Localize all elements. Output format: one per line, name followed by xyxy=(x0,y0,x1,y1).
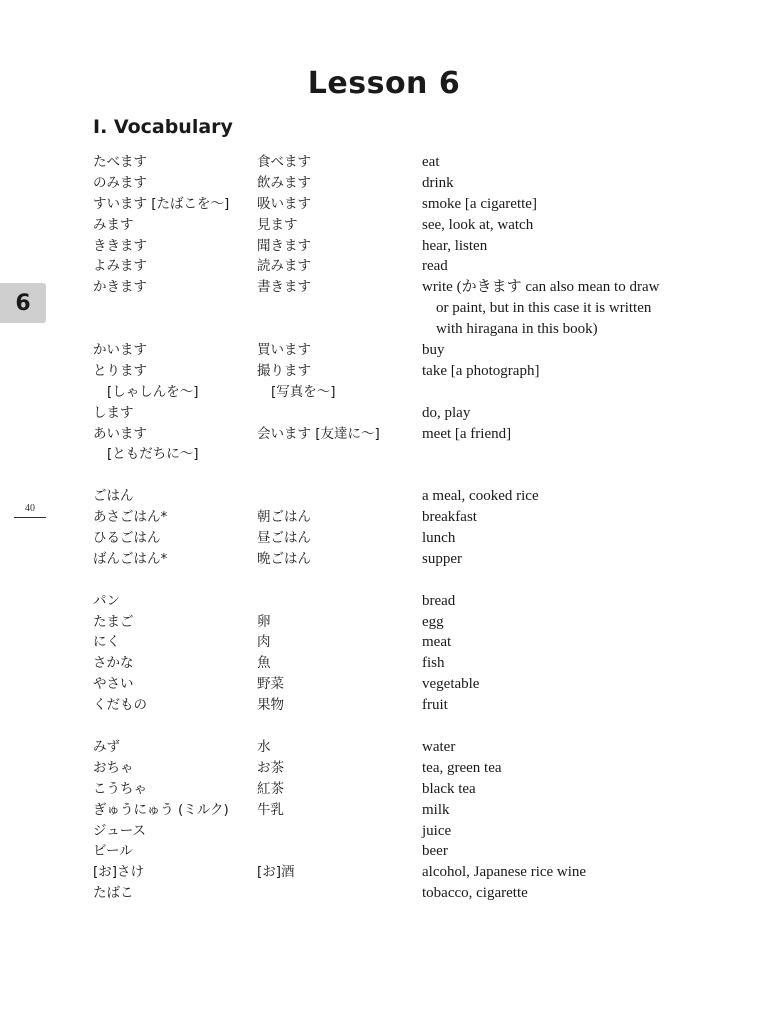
vocab-kana: ビール xyxy=(93,843,133,860)
vocabulary-list xyxy=(93,152,733,904)
vocab-row xyxy=(93,403,733,424)
vocab-kana: みず xyxy=(93,738,120,755)
vocab-kana: [ともだちに～] xyxy=(107,446,199,463)
vocab-kanji: [お]酒 xyxy=(257,864,295,881)
vocab-row xyxy=(93,632,733,653)
vocab-kanji: 昼ごはん xyxy=(257,530,311,547)
vocab-english: take [a photograph] xyxy=(422,362,540,379)
vocab-kanji: 吸います xyxy=(257,195,311,212)
vocab-row xyxy=(93,319,733,340)
vocab-row xyxy=(93,382,733,403)
vocab-row xyxy=(93,737,733,758)
vocab-kana: ごはん xyxy=(93,488,134,505)
vocab-english: write (かきます can also mean to draw xyxy=(422,279,660,296)
vocab-kana: かきます xyxy=(93,279,147,296)
vocab-english: alcohol, Japanese rice wine xyxy=(422,864,587,881)
vocab-kanji: 晩ごはん xyxy=(257,550,311,567)
vocab-english: juice xyxy=(422,822,452,839)
vocab-kanji: 牛乳 xyxy=(257,801,284,818)
vocab-row xyxy=(93,507,733,528)
vocab-kanji: [写真を～] xyxy=(271,383,336,400)
vocab-row xyxy=(93,528,733,549)
vocab-kanji: 食べます xyxy=(257,154,311,170)
vocab-kana: たべます xyxy=(93,154,147,170)
vocab-kanji: 果物 xyxy=(257,697,284,714)
vocab-row xyxy=(93,841,733,862)
vocab-english: tobacco, cigarette xyxy=(422,885,528,902)
vocab-row xyxy=(93,758,733,779)
vocab-kanji: 見ます xyxy=(257,216,298,233)
vocab-row xyxy=(93,591,733,612)
page-title: Lesson 6 xyxy=(307,66,461,101)
vocab-row xyxy=(93,194,733,215)
vocab-row xyxy=(93,152,733,173)
spacer-row xyxy=(93,465,733,486)
vocab-kana: たばこ xyxy=(93,885,134,902)
vocab-english: beer xyxy=(422,843,448,860)
vocab-row xyxy=(93,361,733,382)
vocab-english: fish xyxy=(422,655,445,672)
vocab-english: see, look at, watch xyxy=(422,216,534,233)
vocab-kanji: 書きます xyxy=(257,279,311,296)
vocab-kanji: 卵 xyxy=(257,613,271,630)
vocab-row xyxy=(93,486,733,507)
vocab-english: eat xyxy=(422,154,440,170)
vocab-kana: おちゃ xyxy=(93,759,134,776)
vocab-row xyxy=(93,256,733,277)
vocab-kana: ぎゅうにゅう (ミルク) xyxy=(93,801,229,818)
spacer-row xyxy=(93,570,733,591)
vocab-english: smoke [a cigarette] xyxy=(422,195,537,212)
vocab-kana: のみます xyxy=(93,174,147,191)
vocab-kana: みます xyxy=(93,216,134,233)
vocab-row xyxy=(93,883,733,904)
vocab-kana: ばんごはん* xyxy=(93,550,168,567)
vocab-row xyxy=(93,549,733,570)
vocab-english: hear, listen xyxy=(422,237,488,254)
vocab-row xyxy=(93,821,733,842)
vocab-english: milk xyxy=(422,801,450,818)
vocab-english: tea, green tea xyxy=(422,759,502,776)
vocab-row xyxy=(93,277,733,298)
vocab-english: or paint, but in this case it is written xyxy=(436,300,652,317)
vocab-english: do, play xyxy=(422,404,471,421)
vocab-kana: します xyxy=(93,404,134,421)
vocab-kana: [しゃしんを～] xyxy=(107,383,199,400)
vocab-english: black tea xyxy=(422,780,476,797)
vocab-row xyxy=(93,862,733,883)
vocab-row xyxy=(93,695,733,716)
vocab-english: read xyxy=(422,258,448,275)
vocab-row xyxy=(93,800,733,821)
vocab-kanji: 撮ります xyxy=(257,362,311,379)
vocab-kanji: 会います [友達に～] xyxy=(257,425,380,442)
page-number-rule xyxy=(14,517,46,518)
vocab-row xyxy=(93,612,733,633)
vocab-kanji: 聞きます xyxy=(257,237,311,254)
vocab-kanji: 読みます xyxy=(257,258,311,275)
vocab-kana: すいます [たばこを～] xyxy=(93,195,230,212)
vocab-kana: パン xyxy=(93,592,120,609)
vocab-kanji: 朝ごはん xyxy=(257,509,311,526)
vocab-kana: くだもの xyxy=(93,697,147,714)
vocab-english: drink xyxy=(422,174,454,191)
vocab-row xyxy=(93,653,733,674)
vocab-kana: ききます xyxy=(93,237,147,254)
vocab-row xyxy=(93,173,733,194)
vocab-english: bread xyxy=(422,592,456,609)
vocab-kanji: 紅茶 xyxy=(257,780,284,797)
vocab-kana: さかな xyxy=(93,655,134,672)
vocab-row xyxy=(93,215,733,236)
page-number: 40 xyxy=(25,503,35,514)
vocab-row xyxy=(93,424,733,445)
vocab-english: vegetable xyxy=(422,676,480,693)
vocab-kana: よみます xyxy=(93,258,147,275)
vocab-kana: あいます xyxy=(93,425,147,442)
vocab-row xyxy=(93,298,733,319)
vocab-kanji: 野菜 xyxy=(257,676,284,693)
vocab-kana: ひるごはん xyxy=(93,530,161,547)
vocab-kana: [お]さけ xyxy=(93,864,145,881)
vocab-kana: こうちゃ xyxy=(93,780,147,797)
chapter-tab: 6 xyxy=(0,283,46,323)
vocab-kana: かいます xyxy=(93,342,147,359)
vocab-kanji: お茶 xyxy=(257,759,284,776)
spacer-row xyxy=(93,716,733,737)
vocab-english: water xyxy=(422,738,456,755)
vocab-english: supper xyxy=(422,550,462,567)
vocab-english: a meal, cooked rice xyxy=(422,488,539,505)
section-heading: I. Vocabulary xyxy=(93,116,233,138)
vocab-english: buy xyxy=(422,342,445,359)
vocab-row xyxy=(93,444,733,465)
vocab-row xyxy=(93,340,733,361)
vocab-english: meet [a friend] xyxy=(422,425,512,442)
vocab-english: meat xyxy=(422,634,452,651)
vocab-kanji: 飲みます xyxy=(257,174,311,191)
vocab-row xyxy=(93,236,733,257)
vocab-kanji: 買います xyxy=(257,342,311,359)
vocab-kana: ジュース xyxy=(93,822,147,839)
vocab-row xyxy=(93,779,733,800)
vocab-row xyxy=(93,674,733,695)
vocab-english: lunch xyxy=(422,530,456,547)
vocab-english: egg xyxy=(422,613,444,630)
vocab-english: with hiragana in this book) xyxy=(436,321,598,338)
vocab-kanji: 水 xyxy=(257,738,271,755)
vocab-kanji: 肉 xyxy=(257,634,271,651)
vocab-kana: にく xyxy=(93,634,120,651)
vocab-english: fruit xyxy=(422,697,448,714)
vocab-english: breakfast xyxy=(422,509,477,526)
vocab-kana: とります xyxy=(93,362,147,379)
vocab-kanji: 魚 xyxy=(257,655,271,672)
vocab-kana: やさい xyxy=(93,676,134,693)
vocab-kana: たまご xyxy=(93,613,134,630)
vocab-kana: あさごはん* xyxy=(93,509,168,526)
